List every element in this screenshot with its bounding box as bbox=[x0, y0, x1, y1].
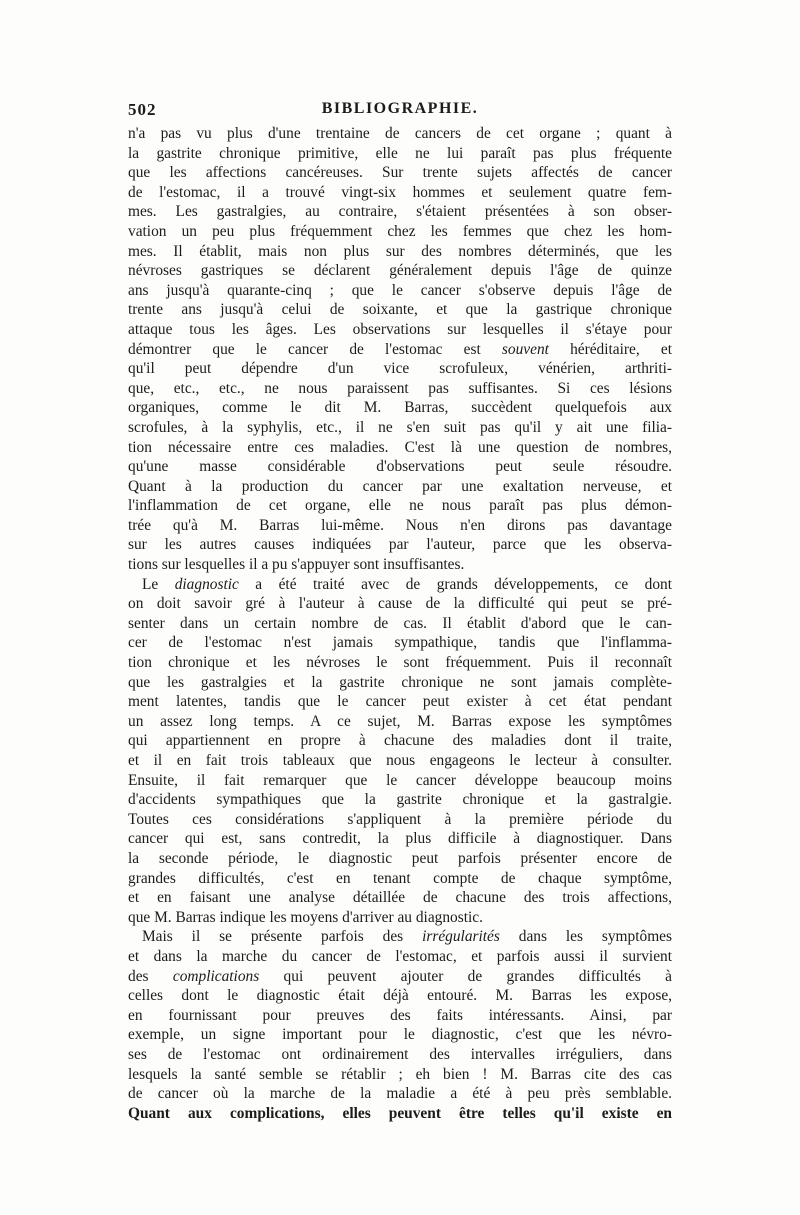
text-line: en fournissant pour preuves des faits intéressants. Ainsi, par bbox=[128, 1006, 672, 1024]
text-line: celles dont le diagnostic était déjà entouré. M. Barras les expose, bbox=[128, 987, 672, 1005]
text-line: et il en fait trois tableaux que nous engageons le lecteur à consulter. bbox=[128, 752, 672, 769]
text-line: Mais il se présente parfois des irrégularités dans les symptômes bbox=[142, 928, 672, 946]
text-line: lesquels la santé semble se rétablir ; eh bien ! M. Barras cite des cas bbox=[128, 1065, 672, 1083]
text-line: ans jusqu'à quarante-cinq ; que le cancer s'observe depuis l'âge de bbox=[128, 281, 672, 299]
text-line: la gastrite chronique primitive, elle ne lui paraît pas plus fréquente bbox=[128, 144, 672, 162]
text-line: n'a pas vu plus d'une trentaine de cancers de cet organe ; quant à bbox=[128, 125, 672, 142]
text-line: organiques, comme le dit M. Barras, succèdent quelquefois aux bbox=[128, 399, 672, 417]
text-line: qu'il peut dépendre d'un vice scrofuleux, vénérien, arthriti- bbox=[128, 360, 672, 378]
text-line: trente ans jusqu'à celui de soixante, et que la gastrique chronique bbox=[128, 301, 672, 319]
text-line: mes. Il établit, mais non plus sur des nombres déterminés, que les bbox=[128, 242, 672, 260]
text-line: que M. Barras indique les moyens d'arriver au diagnostic. bbox=[128, 908, 483, 926]
page-number: 502 bbox=[128, 100, 157, 119]
text-line: attaque tous les âges. Les observations sur lesquelles il s'étaye pour bbox=[128, 320, 672, 338]
text-line: exemple, un signe important pour le diagnostic, c'est que les névro- bbox=[128, 1026, 672, 1044]
text-line: grandes difficultés, c'est en tenant compte de chaque symptôme, bbox=[128, 869, 672, 887]
text-line: cancer qui est, sans contredit, la plus difficile à diagnostiquer. Dans bbox=[128, 830, 672, 848]
emphasized-word: complications bbox=[172, 967, 260, 985]
text-line: on doit savoir gré à l'auteur à cause de la difficulté qui peut se pré- bbox=[128, 595, 672, 613]
text-line: et en faisant une analyse détaillée de chacune des trois affections, bbox=[128, 889, 672, 907]
text-line: que les gastralgies et la gastrite chronique ne sont jamais complète- bbox=[128, 673, 672, 691]
text-line: Quant aux complications, elles peuvent être telles qu'il existe en bbox=[128, 1104, 672, 1122]
text-line: névroses gastriques se déclarent généralement depuis l'âge de quinze bbox=[128, 262, 672, 280]
running-head: BIBLIOGRAPHIE. bbox=[321, 100, 479, 117]
text-line: ment latentes, tandis que le cancer peut exister à cet état pendant bbox=[128, 693, 672, 711]
text-line: tion nécessaire entre ces maladies. C'est là une question de nombres, bbox=[128, 438, 672, 456]
text-line: démontrer que le cancer de l'estomac est souvent héréditaire, et bbox=[128, 340, 672, 358]
text-line: ses de l'estomac ont ordinairement des intervalles irréguliers, dans bbox=[128, 1045, 672, 1063]
text-line: que les affections cancéreuses. Sur trente sujets affectés de cancer bbox=[128, 164, 672, 182]
text-line: qui appartiennent en propre à chacune des maladies dont il traite, bbox=[128, 732, 672, 750]
text-line: la seconde période, le diagnostic peut parfois présenter encore de bbox=[128, 849, 672, 867]
emphasized-word: diagnostic bbox=[174, 575, 239, 593]
text-line: tion chronique et les névroses le sont fréquemment. Puis il reconnaît bbox=[128, 654, 672, 672]
text-line: un assez long temps. A ce sujet, M. Barras expose les symptômes bbox=[128, 712, 672, 730]
page-header bbox=[128, 100, 672, 122]
text-line: senter dans un certain nombre de cas. Il établit d'abord que le can- bbox=[128, 614, 672, 632]
emphasized-word: souvent bbox=[501, 340, 549, 358]
text-line: Quant à la production du cancer par une exaltation nerveuse, et bbox=[128, 477, 672, 495]
text-line: que, etc., etc., ne nous paraissent pas suffisantes. Si ces lésions bbox=[128, 379, 672, 397]
text-line: cer de l'estomac n'est jamais sympathique, tandis que l'inflamma- bbox=[128, 634, 672, 652]
text-line: Le diagnostic a été traité avec de grands développements, ce dont bbox=[142, 575, 672, 593]
text-line: scrofules, à la syphylis, etc., il ne s'en suit pas qu'il y ait une filia- bbox=[128, 418, 672, 436]
text-line: des complications qui peuvent ajouter de grandes difficultés à bbox=[128, 967, 672, 985]
text-line: mes. Les gastralgies, au contraire, s'étaient présentées à son obser- bbox=[128, 203, 672, 221]
body-text bbox=[128, 124, 672, 1123]
text-line: l'inflammation de cet organe, elle ne nous paraît pas plus démon- bbox=[128, 497, 672, 515]
text-line: trée qu'à M. Barras lui-même. Nous n'en dirons pas davantage bbox=[128, 516, 672, 534]
text-line: Toutes ces considérations s'appliquent à la première période du bbox=[128, 810, 672, 828]
text-line: Ensuite, il fait remarquer que le cancer développe beaucoup moins bbox=[128, 771, 672, 789]
text-line: vation un peu plus fréquemment chez les femmes que chez les hom- bbox=[128, 222, 672, 240]
text-line: qu'une masse considérable d'observations peut seule résoudre. bbox=[128, 458, 672, 476]
text-line: d'accidents sympathiques que la gastrite chronique et la gastralgie. bbox=[128, 791, 672, 809]
text-line: de l'estomac, il a trouvé vingt-six hommes et seulement quatre fem- bbox=[128, 183, 672, 201]
text-line: tions sur lesquelles il a pu s'appuyer sont insuffisantes. bbox=[128, 556, 465, 574]
text-line: et dans la marche du cancer de l'estomac, et parfois aussi il survient bbox=[128, 947, 672, 965]
text-line: de cancer où la marche de la maladie a été à peu près semblable. bbox=[128, 1085, 672, 1103]
emphasized-word: irrégularités bbox=[422, 928, 500, 946]
text-line: sur les autres causes indiquées par l'auteur, parce que les observa- bbox=[128, 536, 672, 554]
